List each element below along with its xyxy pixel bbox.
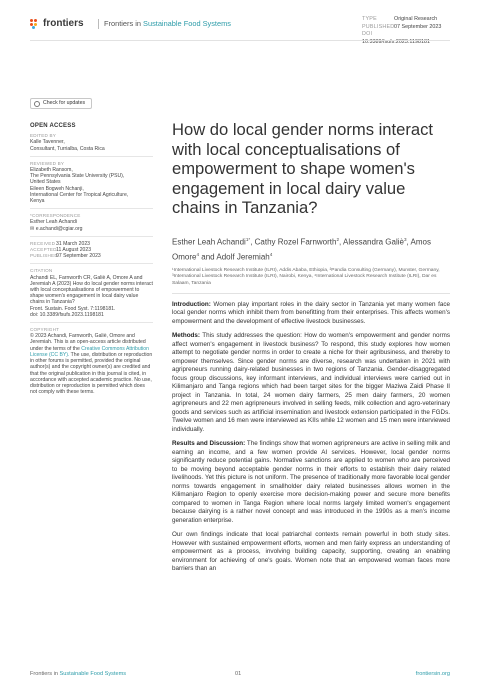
footer-site-link[interactable]: frontiersin.org [415, 671, 450, 677]
update-check-icon [34, 101, 40, 107]
article-title: How do local gender norms interact with local conceptualisations of empowerment to shape women's engagement in local dairy value chains in Tanzania? [172, 120, 434, 218]
doi-link[interactable]: 10.3389/fsufs.2023.1198181 [362, 38, 430, 45]
author-name[interactable]: Esther Leah Achandi [172, 237, 246, 247]
header-divider [30, 40, 450, 41]
abstract-results: Results and Discussion: The findings show that women agripreneurs are active in selling milk and earning an income, and a few women provide AI services. However, local gender norms significantly reduce potential gains. Normative sanctions are applied to women who are perceived to be moving beyond acceptable gender norms in their efforts to establish their dairy related livelihoods. Yet this picture is not uniform. The presence of traditionally more favorable local gender norms towards engagement in smallholder dairy related businesses allows women in the Kilimanjaro Region to openly exercise more decision-making power and secure more benefits compared to women in Tanga Region where local norms largely limited women's engagement because dairying is a rather novel concept and was introduced in the 1990s as a men's income generation enterprise. [172, 440, 451, 524]
article-meta: TYPE Original Research PUBLISHED07 September 2023 DOI10.3389/fsufs.2023.1198181 [362, 16, 442, 45]
abstract-methods: Methods: This study addresses the question: How do women's empowerment and gender norms affect women's engagement in livestock business? To respond, this study explores how women attempt to negotiate gender norms in order to create a niche for their agribusiness, and thereby to empower themselves. Since gender norms are diverse, research was undertaken in 2021 with agripreneurs running dairy-related businesses in two regions of Tanzania. Gender-disaggregated focus group discussions, key informant interviews, and individual interviews were carried out in Kilimanjaro and Tanga regions which had been target sites for the bigger Maziwa Zaidi Phase II project in Tanzania. In total, 24 women dairy farmers, 25 men dairy farmers, 20 women agripreneurs and 22 men agripreneurs involved in selling feeds, milk collection and agro-veterinary goods and services such as artificial insemination and livestock extension participated in the FGDs. Twelve women and 16 men were interviewed as KIIs while 12 women and 15 men were interviewed individually. [172, 332, 451, 433]
journal-name[interactable]: Frontiers in Sustainable Food Systems [98, 19, 231, 29]
affiliations: ¹International Livestock Research Institute (ILRI), Addis Ababa, Ethiopia, ²Pandia Consulting (Germany), Munster, Germany, ³International Livestock Research Institute (ILRI), Nairobi, Kenya, ⁴International Livestock Research Institute (ILRI), Dar es Salaam, Tanzania [172, 268, 440, 286]
abstract-introduction: Introduction: Women play important roles in the dairy sector in Tanzania yet many women face local gender norms which inhibit them from benefitting from their enterprises. This affects women's empowerment and the development of effective livestock businesses. [172, 300, 451, 325]
author-name[interactable]: Amos Omore [172, 237, 431, 262]
page-header [30, 16, 450, 45]
author-name[interactable]: Cathy Rozel Farnworth [254, 237, 337, 247]
dates-section: RECEIVED31 March 2023 ACCEPTED11 August 2023 PUBLISHED07 September 2023 [30, 240, 101, 260]
copyright-section: COPYRIGHT © 2023 Achandi, Farnworth, Galiè, Omore and Jeremiah. This is an open-access article distributed under the terms of the Creative Commons Attribution License (CC BY). The use, distribution or reproduction in other forums is permitted, provided the original author(s) and the copyright owner(s) are credited and that the original publication in this journal is cited, in accordance with accepted academic practice. No use, distribution or reproduction is permitted which does not comply with these terms. [30, 327, 153, 396]
article-main [172, 120, 450, 580]
correspondence-section: *CORRESPONDENCE Esther Leah Achandi ✉ e.achandi@cgiar.org [30, 213, 83, 232]
edited-by-section: EDITED BY Kalle Tavenner, Consultant, Turrialba, Costa Rica [30, 133, 105, 152]
frontiers-logo[interactable] [30, 18, 84, 29]
open-access-label: OPEN ACCESS [30, 123, 76, 129]
article-type: Original Research [394, 16, 438, 22]
abstract-results-continued: Our own findings indicate that local patriarchal contexts remain powerful in both study sites. However with sustained empowerment efforts, women and men fairly express an understanding of empowerment as a process, involving building capacity, supporting, creating an enabling environment for achieving of one's goals. Women note that an empowered woman faces more barriers than an [172, 531, 450, 573]
author-name[interactable]: Adolf Jeremiah [216, 252, 270, 262]
frontiers-logo-icon [30, 19, 40, 29]
citation-doi[interactable]: doi: 10.3389/fsufs.2023.1198181 [30, 311, 104, 318]
citation-section: CITATION Achandi EL, Farnworth CR, Galiè A, Omore A and Jeremiah A (2023) How do local gender norms interact with local conceptualisations of empowerment to shape women's engagement in local dairy value chains in Tanzania? Front. Sustain. Food Syst. 7:1198181. doi: 10.3389/fsufs.2023.1198181 [30, 268, 153, 318]
reviewed-by-section: REVIEWED BY Elizabeth Ransom, The Pennsylvania State University (PSU), United States Eileen Bogweh Nchanji, International Center for Tropical Agriculture, Kenya [30, 160, 129, 205]
author-list: Esther Leah Achandi$^{1*}$, Cathy Rozel Farnworth$^2$, Alessandra Galiè$^3$, Amos Omore$^4$ and Adolf Jeremiah$^4$ [172, 236, 431, 262]
cc-license-link[interactable]: Creative Commons Attribution License (CC BY). [30, 345, 149, 358]
abstract-divider [172, 293, 450, 294]
correspondence-email[interactable]: e.achandi@cgiar.org [35, 225, 83, 232]
published-date: 07 September 2023 [394, 23, 442, 30]
author-name[interactable]: Alessandra Galiè [343, 237, 404, 247]
footer-journal[interactable]: Frontiers in Sustainable Food Systems [30, 671, 127, 677]
check-for-updates-button[interactable]: Check for updates [30, 98, 92, 109]
sidebar [30, 98, 153, 395]
email-icon: ✉ [30, 225, 36, 232]
logo-text: frontiers [43, 18, 84, 29]
page-number: 01 [235, 671, 242, 677]
